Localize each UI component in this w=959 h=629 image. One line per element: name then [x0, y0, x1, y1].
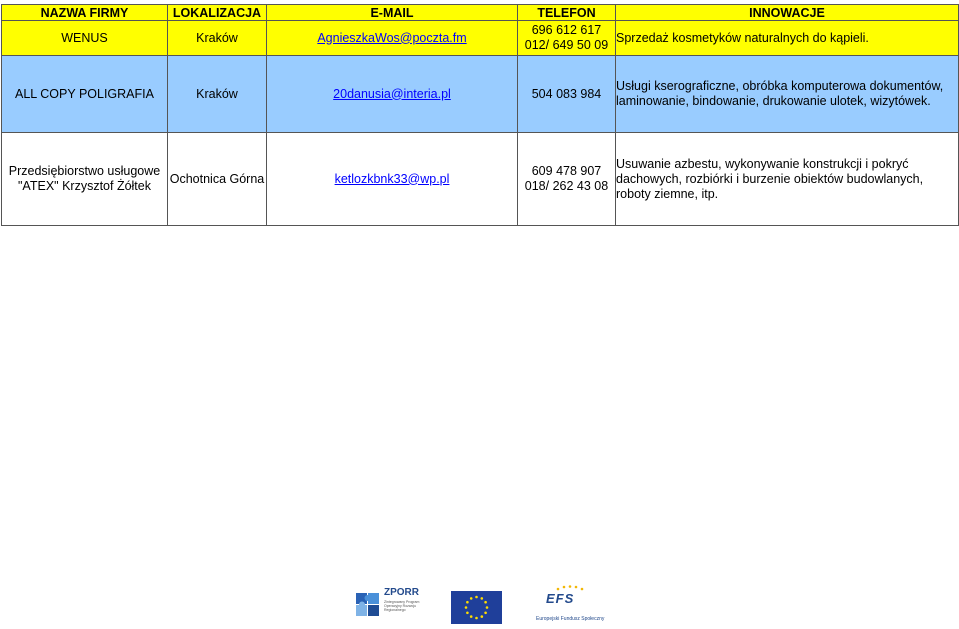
company-name: WENUS [2, 21, 168, 56]
puzzle-icon [354, 585, 382, 621]
header-row [2, 5, 959, 21]
innovation-text: Sprzedaż kosmetyków naturalnych do kąpieli. [616, 21, 959, 56]
innovation-text: Usługi kserograficzne, obróbka komputerowa dokumentów, laminowanie, bindowanie, drukowanie ulotek, wizytówek. [616, 56, 959, 133]
zporr-logo [354, 585, 424, 621]
zporr-subtitle: Zintegrowany Program Operacyjny Rozwoju Regionalnego [384, 600, 420, 612]
header-innovations: INNOWACJE [616, 5, 959, 21]
email-cell [267, 21, 518, 56]
email-link[interactable]: AgnieszkaWos@poczta.fm [317, 30, 467, 45]
header-email: E-MAIL [267, 5, 518, 21]
table-row [2, 56, 959, 133]
email-link[interactable]: 20danusia@interia.pl [333, 86, 451, 101]
phone-1: 609 478 907 [531, 164, 602, 178]
company-name: ALL COPY POLIGRAFIA [2, 56, 168, 133]
phone-cell [518, 133, 616, 226]
email-cell [267, 56, 518, 133]
zporr-text: ZPORR [384, 587, 419, 598]
eu-stars-icon [451, 591, 502, 624]
funding-logos [0, 585, 959, 626]
header-phone: TELEFON [518, 5, 616, 21]
eu-flag [451, 591, 502, 624]
company-location: Kraków [168, 21, 267, 56]
header-name: NAZWA FIRMY [2, 5, 168, 21]
table-row [2, 21, 959, 56]
innovation-text: Usuwanie azbestu, wykonywanie konstrukcji i pokryć dachowych, rozbiórki i burzenie obiektów budowlanych, roboty ziemne, itp. [616, 133, 959, 226]
efs-logo [536, 585, 606, 626]
efs-text: EFS [546, 591, 575, 606]
table-row [2, 133, 959, 226]
efs-subtitle: Europejski Fundusz Społeczny [536, 616, 605, 622]
company-name: Przedsiębiorstwo usługowe "ATEX" Krzysztof Żółtek [2, 133, 168, 226]
email-cell [267, 133, 518, 226]
phone-2: 012/ 649 50 09 [524, 38, 609, 52]
company-location: Ochotnica Górna [168, 133, 267, 226]
companies-table [1, 4, 959, 226]
phone-cell [518, 21, 616, 56]
phone-cell [518, 56, 616, 133]
phone-1: 504 083 984 [531, 86, 602, 101]
company-location: Kraków [168, 56, 267, 133]
phone-2: 018/ 262 43 08 [524, 179, 609, 193]
phone-1: 696 612 617 [531, 23, 602, 37]
email-link[interactable]: ketlozkbnk33@wp.pl [334, 171, 450, 186]
header-location: LOKALIZACJA [168, 5, 267, 21]
